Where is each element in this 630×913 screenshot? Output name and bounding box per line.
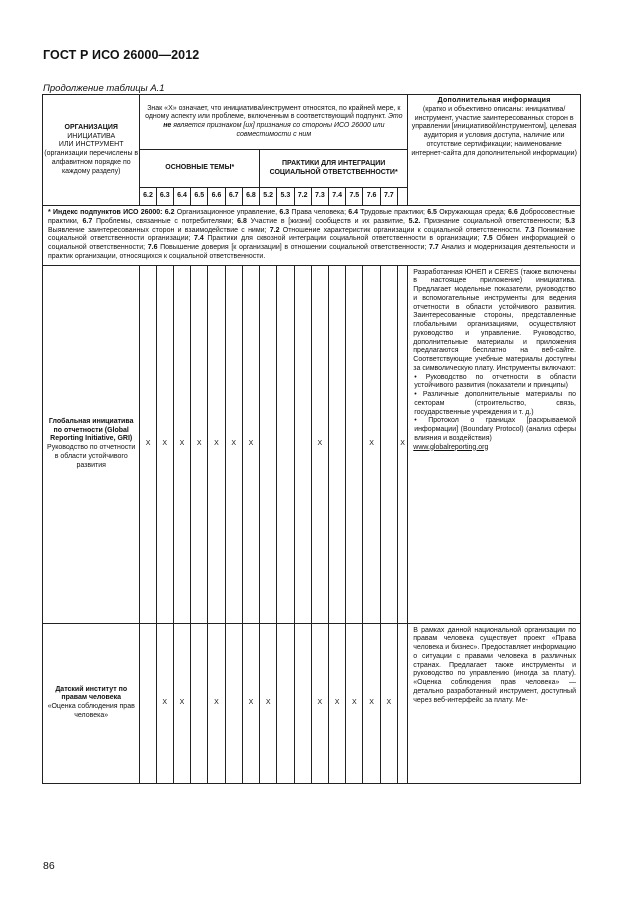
legend-k11: 7.4 [194,235,204,243]
col-6-8: 6.8 [242,188,259,206]
mark-cell [294,623,311,783]
description-bullet: • Протокол о границах [раскрываемой информации] (Boundary Protocol) (анализ сферы влияния и воздействия) [414,417,576,442]
mark-cell: X [328,623,345,783]
legend-k14: 7.7 [428,244,439,251]
col-6-7: 6.7 [225,188,242,206]
note-line1: Знак «X» означает, что инициатива/инструмент относятся, по крайней мере, к одному аспекту или проблеме, включенным в соответствующий подпункт. [145,104,401,121]
mark-cell: X [173,623,190,783]
description-para: В рамках данной национальной организации по правам человека существует проект «Права человека и бизнес». Предоставляет информацию о ситуации с правами человека в различных странах. Предлагает также инструменты и руководство по управлению (иногда за плату). «Оценка соблюдения прав человека» — детально разработанный инструмент, доступный через веб-интерфейс за плату. Ме- [413,626,576,704]
description-bullet: • Различные дополнительные материалы по секторам (строительство, связь, государственные учреждения и т. д.) [414,391,576,416]
table-continuation-label: Продолжение таблицы А.1 [43,83,165,94]
mark-cell [260,265,277,623]
col-spacer [397,188,407,206]
col-6-2: 6.2 [140,188,156,206]
legend-t10: Отношение характеристик организации к социальной ответственности. [279,226,525,234]
note-line2b: не [163,122,172,129]
initiatives-table [42,94,581,784]
description-para: Разработанная ЮНЕП и CERES (также включены в настоящее приложение) инициатива. Предлагает модельные показатели, руководство и вспомогательные инструменты для ведения отчетности в области устойчивого развития. Заинтересованные стороны, представленные глобальными организациями, осуществляют руководство и управление. Руководство, дополнительные материалы и приложения предлагаются бесплатно на веб-сайте. Соответствующие учебные материалы доступны за символическую плату. Инструменты включают: [413,268,576,372]
org-name-bold: Глобальная инициатива по отчетности (Global Reporting Initiative, GRI) [48,417,134,443]
legend-k2: 6.4 [348,209,359,216]
legend-t4: Окружающая среда; [436,209,508,216]
description-cell [408,623,581,783]
mark-cell: X [242,623,259,783]
org-name-cell [43,265,140,623]
info-header-body: (кратко и объективно описаны: инициатива/инструмент, участие заинтересованных сторон в управлении [инициативой/инструментом], целевая аудитория и условия доступа, наличие или отсутствие сертификации; наименование интернет-сайта для дополнительной информации) [411,105,577,157]
legend-k4: 6.6 [508,209,518,216]
org-header-title3: ИЛИ ИНСТРУМЕНТ [58,141,124,149]
mark-cell [277,623,294,783]
col-7-5: 7.5 [346,188,363,206]
mark-cell: X [225,265,242,623]
mark-cell [225,623,242,783]
col-6-6: 6.6 [208,188,225,206]
org-name-cell [43,623,140,783]
legend-t13: Обмен информацией о социальной ответственности; [48,235,575,251]
page-number: 86 [43,860,55,872]
col-7-3: 7.3 [311,188,328,206]
mark-cell: X [311,623,328,783]
col-7-4: 7.4 [328,188,345,206]
col-5-3: 5.3 [277,188,294,206]
mark-cell: X [260,623,277,783]
mark-cell: X [380,623,397,783]
mark-cell: X [346,623,363,783]
legend-t15: Анализ и модернизация деятельности и практик организации, относящихся к социальной ответственности. [48,244,575,260]
mark-cell [140,623,156,783]
mark-cell: X [173,265,190,623]
org-header-sub: (организации перечислены в алфавитном порядке по каждому разделу) [44,150,139,175]
legend-t6: Проблемы, связанные с потребителями; [92,217,238,225]
legend-t14: Повышение доверия [к организации] в отношении социальной ответственности; [157,244,429,251]
legend-k5: 6.7 [82,217,93,225]
info-header-title: Дополнительная информация [437,97,551,104]
mark-cell [380,265,397,623]
col-7-6: 7.6 [363,188,380,206]
legend-k6: 6.8 [237,217,247,225]
legend-k7: 5.2. [408,217,421,225]
legend-t2: Права человека; [289,209,349,216]
mark-cell: X [363,265,380,623]
mark-cell: X [311,265,328,623]
mark-cell: X [156,265,173,623]
mark-cell: X [191,265,208,623]
document-title: ГОСТ Р ИСО 26000—2012 [43,48,200,62]
legend-t12: Практики для сквозной интеграции социальной ответственности в организации; [203,235,483,243]
legend-k10: 7.3 [524,226,535,234]
x-mark-note [140,95,408,150]
mark-cell: X [140,265,156,623]
col-6-5: 6.5 [191,188,208,206]
org-name-plain: «Оценка соблюдения прав человека» [47,703,135,719]
org-name-bold: Датский институт по правам человека [55,685,128,702]
legend-t11: Понимание социальной ответственности организации; [48,226,575,243]
legend-lead: * Индекс подпунктов ИСО 26000: 6.2 [48,209,175,216]
legend-t5: Добросовестные практики, [48,209,576,225]
col-6-3: 6.3 [156,188,173,206]
mark-cell [277,265,294,623]
legend-t9: Выявление заинтересованных сторон и взаимодействие с ними; [48,226,270,234]
legend-k3: 6.5 [427,209,437,216]
legend-k1: 6.3 [279,209,290,216]
practices-header: ПРАКТИКИ ДЛЯ ИНТЕГРАЦИИ СОЦИАЛЬНОЙ ОТВЕТСТВЕННОСТИ* [260,150,408,188]
col-5-2: 5.2 [260,188,277,206]
table-row [43,265,581,623]
legend-t7: Участие в [жизни] сообществ и их развитие, [246,217,409,225]
col-7-2: 7.2 [294,188,311,206]
org-name-plain: Руководство по отчетности в области устойчивого развития [47,444,136,469]
mark-cell [346,265,363,623]
subclause-legend [43,206,581,266]
description-cell [408,265,581,623]
mark-cell: X [208,623,225,783]
legend-t8: Признание социальной ответственности; [420,217,566,225]
mark-cell [328,265,345,623]
legend-t1: Организационное управление, [174,209,280,216]
org-column-header [43,95,140,206]
mark-cell: X [208,265,225,623]
note-line2a: Это [388,113,403,121]
org-header-title2: ИНИЦИАТИВА [67,132,116,140]
legend-k8: 5.3 [565,217,575,225]
note-line2c: является признаком [их] признания со стороны ИСО 26000 или совместимости с ним [171,122,385,138]
legend-k12: 7.5 [482,235,493,243]
mark-cell [294,265,311,623]
description-bullet: • Руководство по отчетности в области устойчивого развития (показатели и принципы) [414,373,576,390]
org-header-title1: ОРГАНИЗАЦИЯ [64,123,118,131]
mark-cell: X [242,265,259,623]
col-6-4: 6.4 [173,188,190,206]
website-link[interactable]: www.globalreporting.org [413,443,489,451]
mark-cell: X [397,265,407,623]
col-7-7: 7.7 [380,188,397,206]
mark-cell [191,623,208,783]
mark-cell: X [363,623,380,783]
mark-cell: X [156,623,173,783]
legend-k13: 7.6 [147,244,158,251]
legend-k9: 7.2 [269,226,280,234]
core-subjects-header: ОСНОВНЫЕ ТЕМЫ* [140,150,260,188]
legend-t3: Трудовые практики; [358,209,428,216]
table-row [43,623,581,783]
mark-cell [397,623,407,783]
info-column-header [408,95,581,206]
